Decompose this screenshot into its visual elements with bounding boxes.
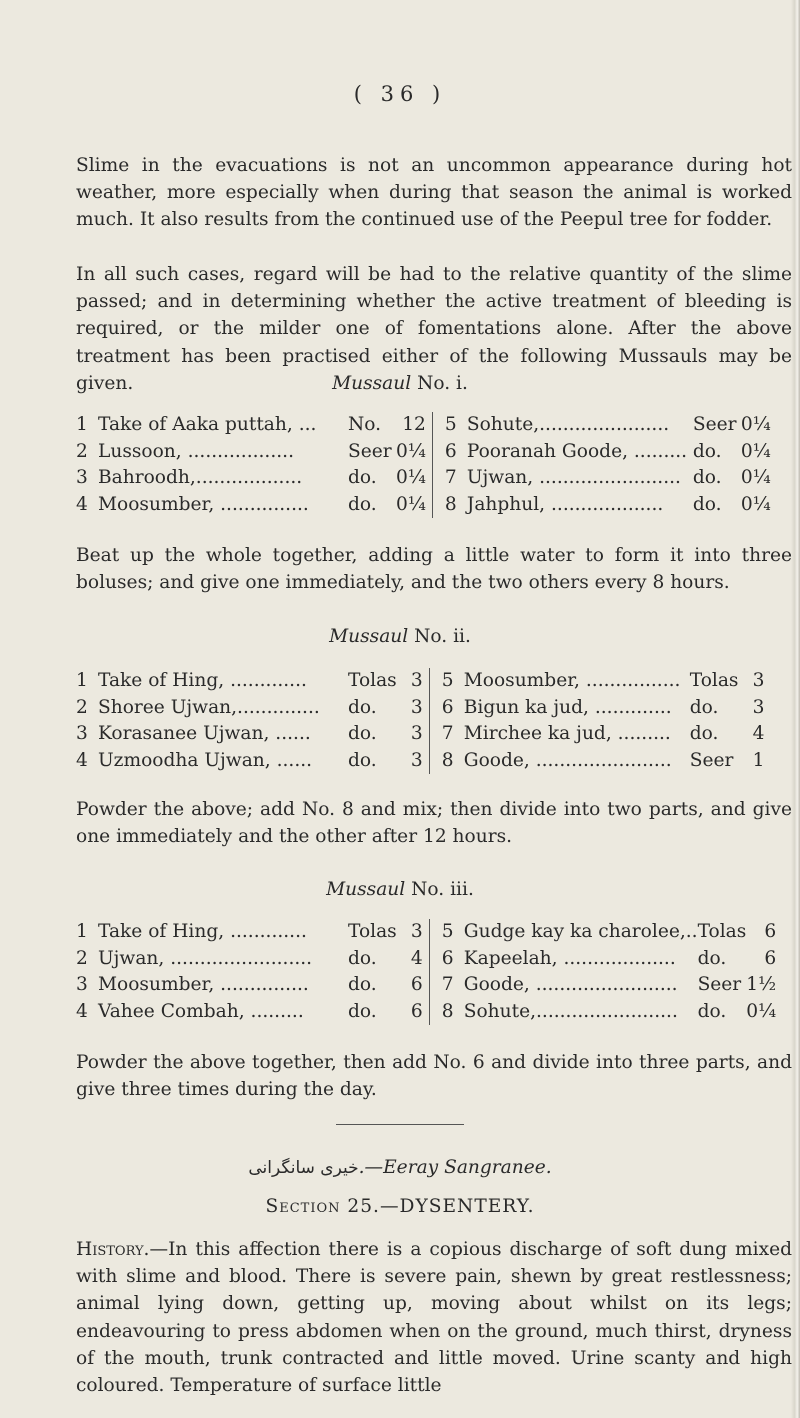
ingredient-number: 8 (441, 749, 454, 771)
ingredient-number: 6 (444, 440, 457, 462)
history-label: History. (76, 1239, 150, 1260)
ingredient-number: 5 (441, 670, 454, 691)
mussaul-3-title (0, 879, 800, 900)
ingredient-number: 7 (441, 974, 454, 995)
ingredient-number: 5 (444, 414, 457, 435)
ingredient-quantity: 3 (410, 696, 423, 718)
ingredient-quantity: 0¼ (740, 493, 771, 515)
ingredient-number: 8 (441, 1000, 454, 1022)
paragraph-mussaul-2-instructions: Powder the above; add No. 8 and mix; then divide into two parts, and give one immediately and the other after 12 hours. (76, 799, 792, 848)
ingredient-number: 6 (441, 696, 454, 718)
page-number: ( 36 ) (353, 82, 447, 106)
ingredient-name: Jahphul, ................... (466, 493, 664, 515)
ingredient-number: 3 (76, 974, 88, 995)
ingredient-number: 4 (76, 1000, 88, 1022)
ingredient-quantity: 0¼ (740, 467, 771, 488)
ingredient-number: 3 (76, 723, 88, 744)
ingredient-quantity: 3 (410, 921, 423, 942)
ingredient-name: Lussoon, .................. (98, 440, 294, 462)
ingredient-name: Kapeelah, ................... (463, 947, 676, 969)
ingredient-quantity: 6 (764, 947, 777, 969)
ingredient-unit: do. (348, 947, 377, 969)
ingredient-unit: Seer (697, 974, 742, 995)
ingredient-number: 4 (76, 749, 88, 771)
ingredient-unit: do. (348, 749, 377, 771)
ingredient-name: Goode, ....................... (463, 749, 672, 771)
ingredient-unit: Tolas (348, 670, 397, 691)
ingredient-unit: do. (689, 723, 719, 744)
ingredient-name: Moosumber, ............... (98, 493, 309, 515)
ingredient-name: Shoree Ujwan,.............. (98, 696, 320, 718)
ingredient-quantity: 3 (410, 723, 423, 744)
ingredient-name: Ujwan, ........................ (466, 467, 681, 488)
ingredient-quantity: 1½ (746, 974, 777, 995)
ingredient-row (76, 439, 771, 466)
ingredient-quantity: 0¼ (396, 440, 426, 462)
section-heading (0, 1196, 800, 1217)
mussaul-3-title-number: No. iii. (405, 879, 474, 900)
mussaul-2-title-number: No. ii. (408, 626, 471, 647)
ingredient-name: Mirchee ka jud, ......... (463, 723, 671, 744)
ingredient-quantity: 0¼ (740, 440, 771, 462)
ingredient-row (76, 721, 764, 748)
ingredient-unit: Tolas (697, 921, 747, 942)
subtitle-transliteration: .—Eeray Sangranee. (358, 1157, 552, 1178)
ingredient-row (76, 412, 771, 439)
ingredient-number: 4 (76, 493, 88, 515)
ingredient-name: Pooranah Goode, ......... (466, 440, 688, 462)
ingredient-name: Moosumber, ................ (463, 670, 681, 691)
ingredient-quantity: 0¼ (746, 1000, 777, 1022)
section-label: Section (265, 1196, 341, 1217)
ingredient-row (76, 668, 764, 695)
ingredient-unit: do. (697, 947, 727, 969)
ingredient-quantity: 0¼ (396, 493, 426, 515)
ingredient-unit: do. (697, 1000, 727, 1022)
ingredient-quantity: 6 (764, 921, 777, 942)
ingredient-row (76, 695, 764, 722)
ingredient-unit: Seer (348, 440, 392, 462)
ingredient-quantity: 0¼ (396, 467, 426, 488)
ingredient-unit: do. (348, 696, 377, 718)
ingredient-unit: do. (689, 696, 719, 718)
mussaul-2-title-italic: Mussaul (329, 626, 409, 647)
ingredient-quantity: 6 (410, 1000, 423, 1022)
ingredient-unit: do. (348, 974, 377, 995)
ingredient-name: Sohute,...................... (466, 414, 670, 435)
ingredient-number: 3 (76, 467, 88, 488)
ingredient-name: Ujwan, ........................ (98, 947, 313, 969)
ingredient-number: 2 (76, 440, 88, 462)
ingredient-row (76, 748, 764, 775)
section-title: 25.—DYSENTERY. (340, 1196, 535, 1217)
ingredient-quantity: 1 (752, 749, 765, 771)
ingredient-name: Uzmoodha Ujwan, ...... (98, 749, 313, 771)
ingredient-number: 5 (441, 921, 454, 942)
ingredient-unit: do. (348, 723, 377, 744)
ingredient-quantity: 3 (752, 670, 765, 691)
ingredient-unit: Tolas (689, 670, 739, 691)
ingredient-row (76, 492, 771, 519)
ingredient-unit: Seer (692, 414, 737, 435)
ingredient-name: Bigun ka jud, ............. (463, 696, 672, 718)
ingredient-row (76, 972, 776, 999)
ingredient-quantity: 6 (410, 974, 423, 995)
ingredient-quantity: 4 (752, 723, 765, 744)
ingredient-number: 1 (76, 670, 88, 691)
ingredient-unit: do. (692, 493, 722, 515)
paragraph-mussaul-3-instructions: Powder the above together, then add No. 6 and divide into three parts, and give three times during the day. (76, 1052, 792, 1101)
ingredient-row (76, 465, 771, 492)
separator-rule (336, 1124, 464, 1125)
ingredient-number: 7 (444, 467, 457, 488)
ingredient-name: Take of Aaka puttah, ... (98, 414, 317, 435)
vernacular-subtitle (0, 1157, 800, 1178)
mussaul-2-table (76, 668, 764, 774)
ingredient-quantity: 3 (410, 670, 423, 691)
ingredient-unit: do. (692, 440, 722, 462)
ingredient-row (76, 919, 776, 946)
ingredient-number: 1 (76, 414, 88, 435)
ingredient-quantity: 0¼ (740, 414, 771, 435)
ingredient-unit: do. (348, 467, 377, 488)
ingredient-quantity: 4 (410, 947, 423, 969)
ingredient-number: 2 (76, 696, 88, 718)
ingredient-name: Gudge kay ka charolee,.. (463, 921, 698, 942)
ingredient-name: Sohute,........................ (463, 1000, 678, 1022)
ingredient-unit: No. (348, 414, 382, 435)
ingredient-number: 8 (444, 493, 457, 515)
ingredient-name: Vahee Combah, ......... (98, 1000, 304, 1022)
ingredient-unit: do. (348, 1000, 377, 1022)
urdu-name: خیری سانگرانی (248, 1158, 359, 1178)
mussaul-3-table (76, 919, 776, 1025)
ingredient-quantity: 3 (752, 696, 765, 718)
ingredient-name: Goode, ........................ (463, 974, 678, 995)
ingredient-quantity: 12 (402, 414, 426, 435)
ingredient-name: Korasanee Ujwan, ...... (98, 723, 311, 744)
ingredient-row (76, 999, 776, 1026)
ingredient-name: Take of Hing, ............. (98, 921, 307, 942)
mussaul-1-title (0, 373, 800, 394)
ingredient-quantity: 3 (410, 749, 423, 771)
ingredient-number: 6 (441, 947, 454, 969)
ingredient-name: Bahroodh,.................. (98, 467, 303, 488)
ingredient-unit: do. (348, 493, 377, 515)
ingredient-row (76, 946, 776, 973)
ingredient-unit: Seer (689, 749, 734, 771)
ingredient-number: 2 (76, 947, 88, 969)
paragraph-slime-intro: Slime in the evacuations is not an uncommon appearance during hot weather, more especially when during that season the animal is worked much. It also results from the continued use of the Peepul tree for fodder. (76, 155, 792, 231)
paragraph-treatment: In all such cases, regard will be had to the relative quantity of the slime passed; and in determining whether the active treatment of bleeding is required, or the milder one of fomentations alone. After the above treatment has been practised either of the following Mussauls may be given. (76, 264, 792, 394)
mussaul-1-title-number: No. i. (411, 373, 468, 394)
ingredient-unit: Tolas (348, 921, 397, 942)
ingredient-unit: do. (692, 467, 722, 488)
paragraph-mussaul-1-instructions: Beat up the whole together, adding a little water to form it into three boluses; and give one immediately, and the two others every 8 hours. (76, 545, 792, 594)
ingredient-name: Take of Hing, ............. (98, 670, 307, 691)
mussaul-2-title (0, 626, 800, 647)
mussaul-3-title-italic: Mussaul (326, 879, 406, 900)
ingredient-number: 7 (441, 723, 454, 744)
mussaul-1-table (76, 412, 771, 518)
ingredient-number: 1 (76, 921, 88, 942)
ingredient-name: Moosumber, ............... (98, 974, 309, 995)
paragraph-dysentery-history (76, 1236, 792, 1399)
history-text: —In this affection there is a copious discharge of soft dung mixed with slime and blood. There is severe pain, shewn by great restlessness; animal lying down, getting up, moving about whilst on its legs; endeavouring to press abdomen when on the ground, much thirst, dryness of the mouth, trunk contracted and little moved. Urine scanty and high coloured. Temperature of surface little (76, 1239, 792, 1397)
mussaul-1-title-italic: Mussaul (332, 373, 412, 394)
